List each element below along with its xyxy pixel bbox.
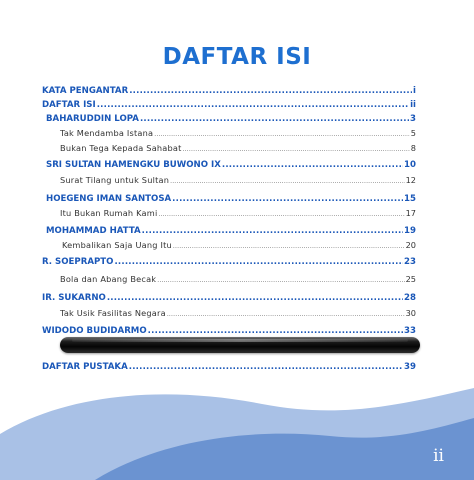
toc-entry-label: R. SOEPRAPTO	[42, 257, 114, 267]
toc-entry[interactable]	[42, 257, 416, 267]
toc-leader-dots	[173, 243, 405, 250]
toc-entry-page: 25	[405, 274, 416, 284]
toc-entry-page: i	[413, 86, 416, 96]
toc-entry-label: DAFTAR PUSTAKA	[42, 362, 128, 372]
toc-subentry[interactable]	[60, 274, 416, 284]
toc-entry-label: KATA PENGANTAR	[42, 86, 129, 96]
toc-entry-page: 28	[404, 293, 416, 303]
toc-leader-dots	[172, 194, 403, 204]
toc-leader-dots	[154, 131, 410, 138]
toc-entry[interactable]	[42, 293, 416, 303]
toc-leader-dots	[157, 277, 404, 284]
toc-entry-page: 17	[405, 208, 416, 218]
toc-subentry[interactable]	[60, 143, 416, 153]
toc-entry-label: Tak Usik Fasilitas Negara	[60, 308, 166, 318]
toc-entry-label: Tak Mendamba Istana	[60, 128, 154, 138]
page-number: ii	[433, 446, 444, 466]
toc-entry-label: Itu Bukan Rumah Kami	[60, 208, 158, 218]
toc-leader-dots	[222, 160, 403, 170]
toc-leader-dots	[97, 100, 409, 110]
toc-entry[interactable]	[46, 160, 416, 170]
toc-entry-page: 30	[405, 308, 416, 318]
toc-entry-label: SRI SULTAN HAMENGKU BUWONO IX	[46, 160, 221, 170]
toc-entry-page: 10	[404, 160, 416, 170]
dark-overlay-bar	[60, 337, 420, 353]
toc-entry-page: 12	[405, 175, 416, 185]
toc-entry-page: ii	[410, 100, 416, 110]
toc-entry-label: Bukan Tega Kepada Sahabat	[60, 143, 182, 153]
toc-subentry[interactable]	[60, 308, 416, 318]
toc-entry[interactable]	[42, 100, 416, 110]
toc-subentry[interactable]	[60, 128, 416, 138]
toc-leader-dots	[107, 293, 403, 303]
toc-subentry[interactable]	[60, 208, 416, 218]
toc-leader-dots	[167, 311, 405, 318]
toc-leader-dots	[142, 226, 403, 236]
toc-entry-page: 8	[410, 143, 416, 153]
toc-entry-page: 20	[405, 240, 416, 250]
toc-entry-label: DAFTAR ISI	[42, 100, 96, 110]
toc-entry[interactable]	[46, 226, 416, 236]
toc-entry-label: IR. SUKARNO	[42, 293, 106, 303]
toc-leader-dots	[114, 257, 403, 267]
toc-subentry[interactable]	[60, 175, 416, 185]
toc-leader-dots	[129, 86, 412, 96]
toc-entry-label: MOHAMMAD HATTA	[46, 226, 141, 236]
toc-entry[interactable]	[46, 194, 416, 204]
toc-leader-dots	[158, 211, 404, 218]
toc-entry[interactable]	[42, 362, 416, 372]
toc-entry-page: 15	[404, 194, 416, 204]
toc-entry[interactable]	[42, 326, 416, 336]
toc-leader-dots	[183, 146, 410, 153]
toc-entry-page: 23	[404, 257, 416, 267]
toc-entry-label: BAHARUDDIN LOPA	[46, 114, 139, 124]
toc-leader-dots	[148, 326, 403, 336]
toc-entry-page: 19	[404, 226, 416, 236]
toc-entry-label: Bola dan Abang Becak	[60, 274, 157, 284]
toc-entry-page: 3	[410, 114, 416, 124]
toc-entry[interactable]	[46, 114, 416, 124]
toc-leader-dots	[129, 362, 403, 372]
toc-entry-label: Kembalikan Saja Uang Itu	[62, 240, 172, 250]
toc-entry-page: 33	[404, 326, 416, 336]
page-title: DAFTAR ISI	[162, 44, 312, 70]
toc-entry-label: WIDODO BUDIDARMO	[42, 326, 147, 336]
toc-leader-dots	[170, 178, 404, 185]
toc-entry-label: HOEGENG IMAN SANTOSA	[46, 194, 172, 204]
toc-entry[interactable]	[42, 86, 416, 96]
toc-subentry[interactable]	[62, 240, 416, 250]
toc-entry-page: 5	[410, 128, 416, 138]
toc-leader-dots	[140, 114, 409, 124]
toc-entry-label: Surat Tilang untuk Sultan	[60, 175, 170, 185]
toc-entry-page: 39	[404, 362, 416, 372]
